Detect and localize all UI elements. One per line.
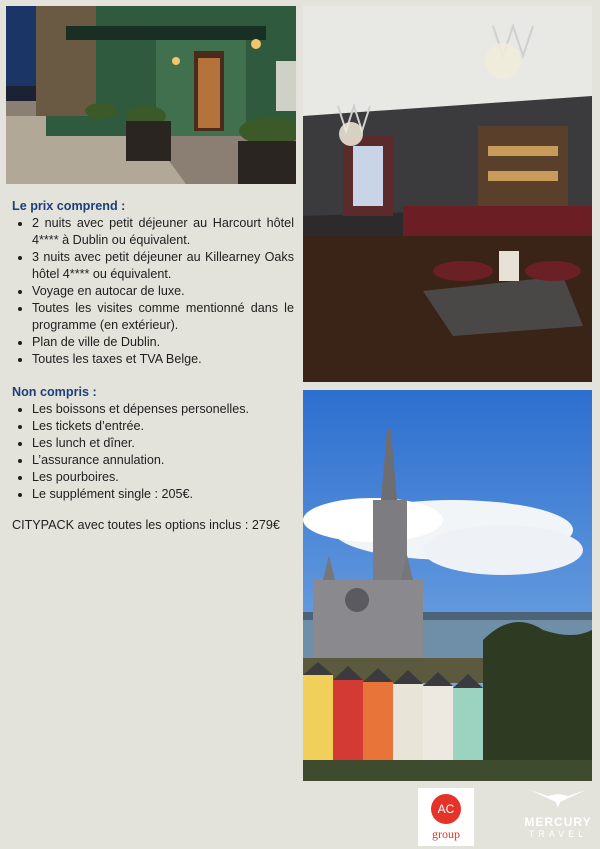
included-heading: Le prix comprend : <box>12 199 126 213</box>
mercury-travel-logo <box>520 788 596 846</box>
cathedral-coastal-photo <box>303 390 592 781</box>
list-item: • Toutes les visites comme mentionné dans le programme (en extérieur). <box>32 300 294 334</box>
ac-initials: AC <box>431 794 461 824</box>
list-item: • Les boissons et dépenses personelles. <box>32 401 294 418</box>
ac-group-word: group <box>432 827 460 841</box>
list-item: • Plan de ville de Dublin. <box>32 334 294 351</box>
excluded-heading: Non compris : <box>12 385 97 399</box>
list-item: • L’assurance annulation. <box>32 452 294 469</box>
street-hotel-photo <box>6 6 296 184</box>
included-section <box>12 198 294 368</box>
list-item: • Toutes les taxes et TVA Belge. <box>32 351 294 368</box>
list-item: • Les lunch et dîner. <box>32 435 294 452</box>
ac-group-logo <box>418 788 474 846</box>
mercury-sub: TRAVEL <box>528 829 588 839</box>
wings-icon <box>528 788 588 810</box>
list-item: • 3 nuits avec petit déjeuner au Killearney Oaks hôtel 4**** ou équivalent. <box>32 249 294 283</box>
citypack-price: CITYPACK avec toutes les options inclus : 279€ <box>12 518 280 532</box>
list-item: • Voyage en autocar de luxe. <box>32 283 294 300</box>
excluded-section <box>12 384 294 503</box>
mercury-brand: MERCURY <box>524 815 592 829</box>
list-item: • 2 nuits avec petit déjeuner au Harcourt hôtel 4**** à Dublin ou équivalent. <box>32 215 294 249</box>
list-item: • Les tickets d’entrée. <box>32 418 294 435</box>
included-list <box>12 215 294 368</box>
excluded-list <box>12 401 294 503</box>
hotel-bar-photo <box>303 6 592 382</box>
list-item: • Le supplément single : 205€. <box>32 486 294 503</box>
list-item: • Les pourboires. <box>32 469 294 486</box>
